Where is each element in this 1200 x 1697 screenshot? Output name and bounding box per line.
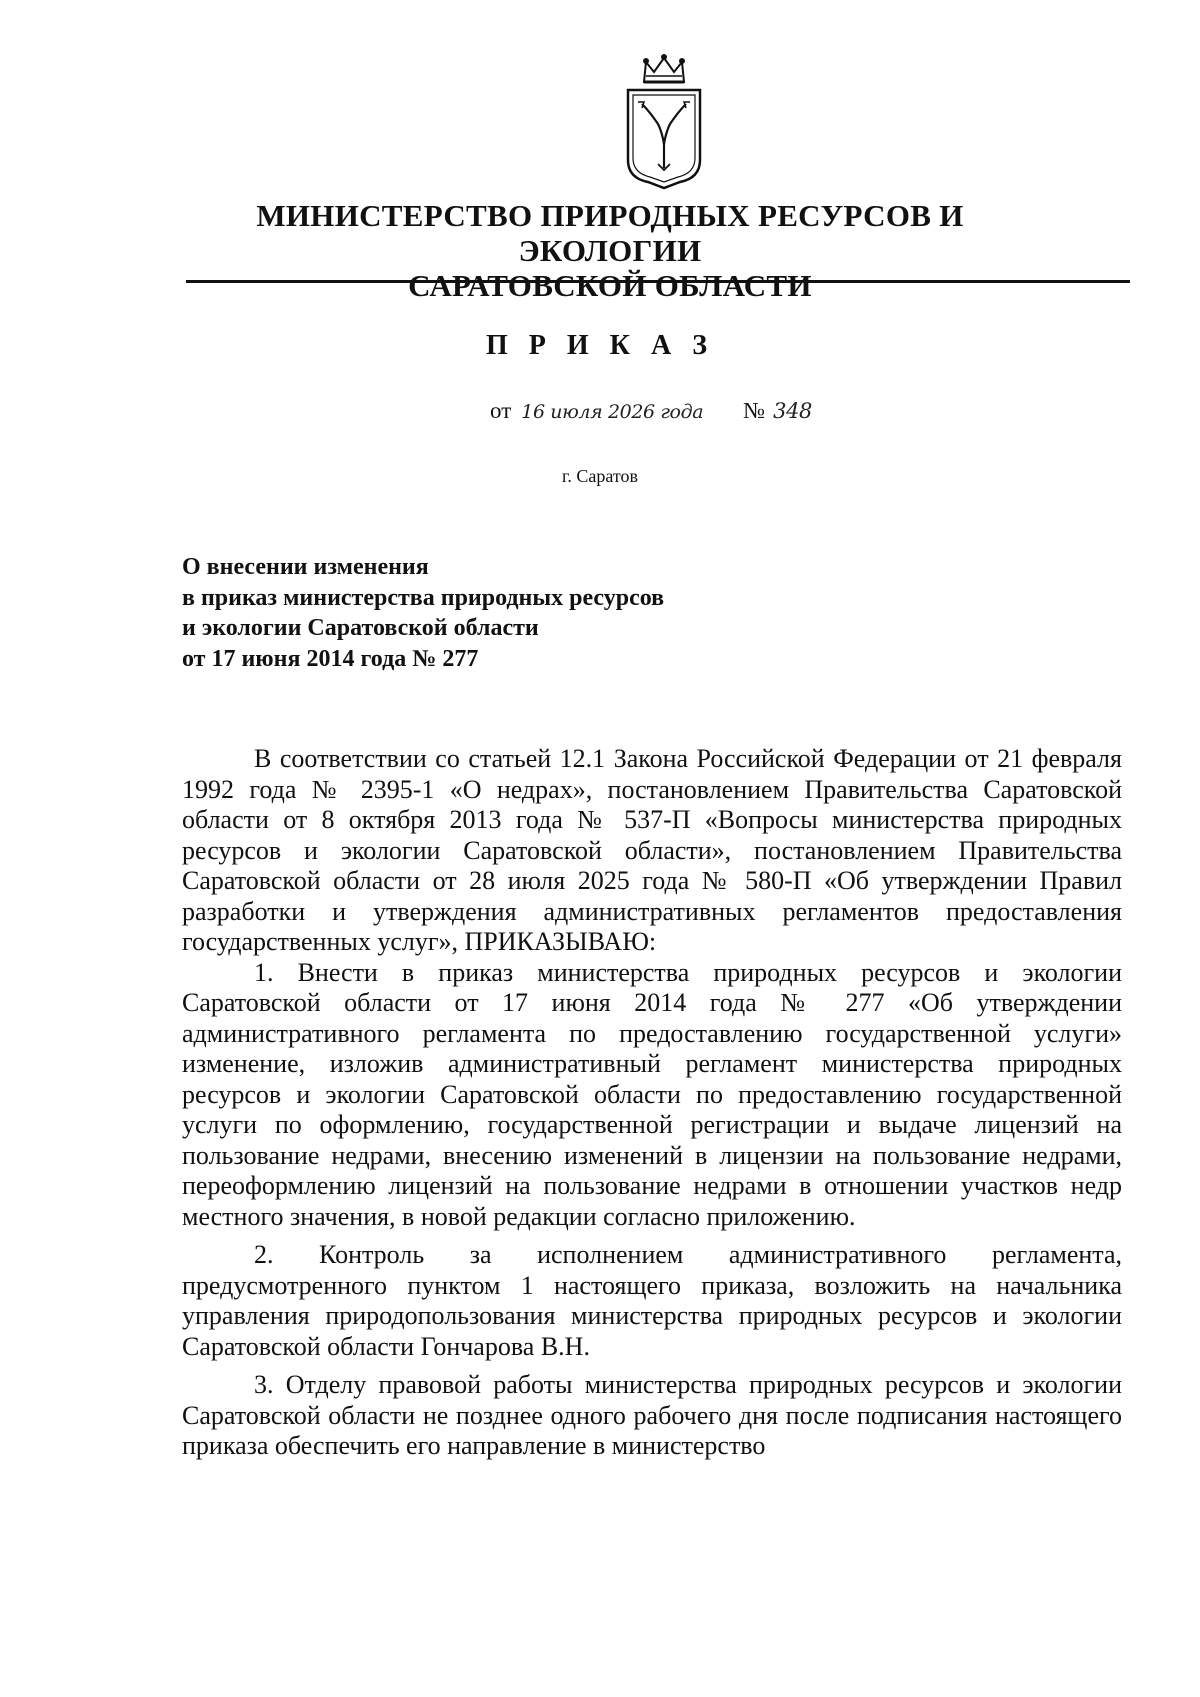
coat-of-arms-emblem — [620, 52, 708, 192]
handwritten-number: 348 — [773, 399, 812, 423]
ministry-name-line2: САРАТОВСКОЙ ОБЛАСТИ — [408, 268, 812, 303]
body-paragraph-1: 1. Внести в приказ министерства природных ресурсов и экологии Саратовской области от 17 июня 2014 года № 277 «Об утверждении административного регламента по предоставлению государственной услуги» изменение, изложив административный регламент министерства природных ресурсов и экологии Саратовской области по предоставлению государственной услуги по оформлению, государственной регистрации и выдаче лицензий на пользование недрами, внесению изменений в лицензии на пользование недрами, переоформлению лицензий на пользование недрами в отношении участков недр местного значения, в новой редакции согласно приложению. — [182, 957, 1122, 1231]
order-date-number-line — [490, 398, 812, 424]
subject-line: в приказ министерства природных ресурсов — [182, 584, 665, 611]
ministry-name — [170, 198, 1050, 303]
order-subject — [182, 552, 664, 674]
header-divider — [186, 280, 1130, 283]
subject-line: от 17 июня 2014 года № 277 — [182, 645, 479, 672]
body-paragraph-2: 2. Контроль за исполнением административного регламента, предусмотренного пунктом 1 настоящего приказа, возложить на начальника управления природопользования министерства природных ресурсов и экологии Саратовской области Гончарова В.Н. — [182, 1240, 1122, 1361]
date-prefix: от — [490, 398, 512, 423]
body-paragraph-preamble: В соответствии со статьей 12.1 Закона Российской Федерации от 21 февраля 1992 года № 2395-1 «О недрах», постановлением Правительства Саратовской области от 8 октября 2013 года № 537-П «Вопросы министерства природных ресурсов и экологии Саратовской области», постановлением Правительства Саратовской области от 28 июля 2025 года № 580-П «Об утверждении Правил разработки и утверждения административных регламентов предоставления государственных услуг», ПРИКАЗЫВАЮ: — [182, 744, 1122, 956]
order-body — [182, 744, 1122, 1462]
order-title: П Р И К А З — [486, 330, 714, 361]
body-paragraph-3: 3. Отделу правовой работы министерства природных ресурсов и экологии Саратовской области не позднее одного рабочего дня после подписания настоящего приказа обеспечить его направление в министерство — [182, 1370, 1122, 1460]
subject-line: и экологии Саратовской области — [182, 615, 539, 641]
city-name: г. Саратов — [562, 466, 638, 486]
ministry-name-line1: МИНИСТЕРСТВО ПРИРОДНЫХ РЕСУРСОВ И ЭКОЛОГИИ — [256, 198, 964, 268]
handwritten-date: 16 июля 2026 года — [521, 401, 704, 423]
number-label: № — [743, 398, 766, 423]
subject-line: О внесении изменения — [182, 554, 429, 580]
